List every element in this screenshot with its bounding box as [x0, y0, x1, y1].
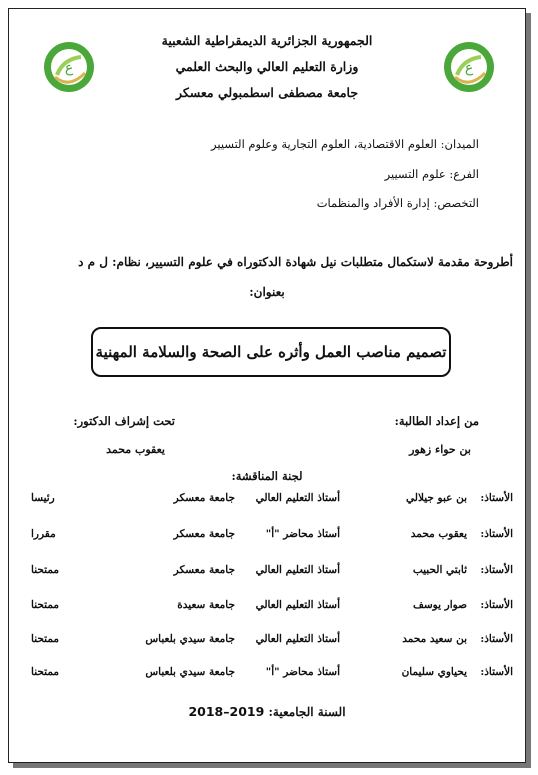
- member-name: صوار يوسف: [413, 599, 467, 611]
- committee-row: [9, 666, 525, 684]
- document-page: [8, 8, 526, 763]
- domain-field: الميدان: العلوم الاقتصادية، العلوم التجارية وعلوم التسيير: [211, 137, 479, 151]
- thesis-under-title: بعنوان:: [249, 285, 285, 299]
- committee-row: [9, 633, 525, 651]
- member-role: ممتحنا: [31, 564, 60, 576]
- member-grade: أستاذ محاضر "أ": [265, 666, 340, 678]
- member-role: رئيسا: [31, 492, 55, 504]
- member-university: جامعة سعيدة: [177, 599, 235, 611]
- member-role: ممتحنا: [31, 633, 60, 645]
- member-grade: أستاذ التعليم العالي: [255, 564, 340, 576]
- member-title: الأستاذ:: [480, 633, 513, 645]
- member-grade: أستاذ محاضر "أ": [265, 528, 340, 540]
- committee-row: [9, 564, 525, 582]
- branch-field: الفرع: علوم التسيير: [384, 167, 479, 181]
- member-name: ثابتي الحبيب: [412, 564, 467, 576]
- member-role: ممتحنا: [31, 666, 60, 678]
- member-university: جامعة معسكر: [173, 528, 235, 540]
- member-title: الأستاذ:: [480, 492, 513, 504]
- svg-text:ع: ع: [64, 60, 74, 76]
- committee-label: لجنة المناقشة:: [231, 469, 303, 483]
- academic-year-value: 2019–2018: [188, 704, 265, 719]
- member-title: الأستاذ:: [480, 528, 513, 540]
- prepared-by-label: من إعداد الطالبة:: [394, 414, 479, 428]
- member-university: جامعة سيدي بلعباس: [145, 666, 235, 678]
- thesis-title: تصميم مناصب العمل وأثره على الصحة والسلامة المهنية: [95, 343, 447, 361]
- member-title: الأستاذ:: [480, 599, 513, 611]
- supervisor-label: تحت إشراف الدكتور:: [73, 414, 175, 428]
- member-grade: أستاذ التعليم العالي: [255, 633, 340, 645]
- member-name: بن سعيد محمد: [402, 633, 467, 645]
- member-role: مقررا: [31, 528, 56, 540]
- committee-row: [9, 492, 525, 510]
- academic-year-label: السنة الجامعية:: [268, 705, 346, 719]
- specialty-field: التخصص: إدارة الأفراد والمنظمات: [316, 196, 479, 210]
- thesis-title-box: [91, 327, 451, 377]
- student-name: بن حواء زهور: [409, 443, 471, 456]
- committee-row: [9, 528, 525, 546]
- member-name: يحياوي سليمان: [401, 666, 467, 678]
- supervisor-name: يعقوب محمد: [106, 443, 165, 456]
- member-university: جامعة معسكر: [173, 492, 235, 504]
- university-name: جامعة مصطفى اسطمبولي معسكر: [175, 85, 359, 100]
- member-name: يعقوب محمد: [410, 528, 467, 540]
- svg-text:ع: ع: [464, 60, 474, 76]
- committee-row: [9, 599, 525, 617]
- thesis-statement: أطروحة مقدمة لاستكمال متطلبات نيل شهادة الدكتوراه في علوم التسيير، نظام: ل م د: [78, 255, 513, 269]
- member-title: الأستاذ:: [480, 666, 513, 678]
- ministry-name: وزارة التعليم العالي والبحث العلمي: [175, 59, 359, 74]
- member-name: بن عبو جيلالي: [406, 492, 467, 504]
- member-title: الأستاذ:: [480, 564, 513, 576]
- member-university: جامعة معسكر: [173, 564, 235, 576]
- republic-name: الجمهورية الجزائرية الديمقراطية الشعبية: [161, 33, 373, 48]
- member-university: جامعة سيدي بلعباس: [145, 633, 235, 645]
- member-grade: أستاذ التعليم العالي: [255, 599, 340, 611]
- member-role: ممتحنا: [31, 599, 60, 611]
- member-grade: أستاذ التعليم العالي: [255, 492, 340, 504]
- academic-year: [9, 704, 525, 719]
